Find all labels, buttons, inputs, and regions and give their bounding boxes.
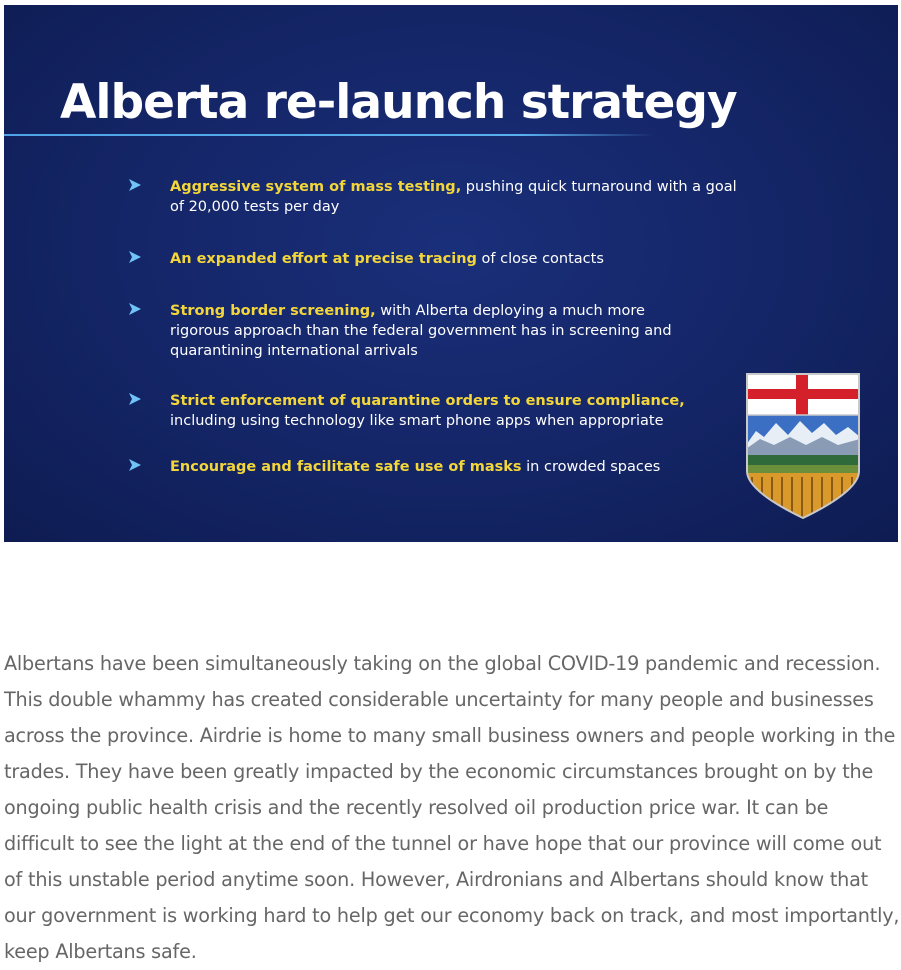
title-underline (4, 134, 654, 136)
bullet-body: including using technology like smart phone apps when appropriate (170, 413, 664, 429)
bullet-text (170, 177, 750, 217)
bullet-text (170, 249, 750, 269)
bullet-text (170, 391, 750, 431)
bullet-text (170, 301, 690, 361)
bullet-body: in crowded spaces (521, 459, 661, 475)
bullet-highlight: An expanded effort at precise tracing (170, 251, 477, 267)
arrow-bullet-icon (128, 392, 142, 406)
bullet-highlight: Strict enforcement of quarantine orders to ensure compliance, (170, 393, 685, 409)
arrow-bullet-icon (128, 302, 142, 316)
bullet-highlight: Strong border screening, (170, 303, 376, 319)
alberta-coat-of-arms-icon (746, 373, 860, 519)
arrow-bullet-icon (128, 178, 142, 192)
bullet-highlight: Aggressive system of mass testing, (170, 179, 462, 195)
bullet-text (170, 457, 750, 477)
bullet-highlight: Encourage and facilitate safe use of masks (170, 459, 522, 475)
bullet-body: with Alberta deploying a much more rigorous approach than the federal government has in screening and quarantining international arrivals (170, 303, 672, 359)
slide-title: Alberta re-launch strategy (60, 75, 737, 130)
arrow-bullet-icon (128, 458, 142, 472)
arrow-bullet-icon (128, 250, 142, 264)
bullet-body: of close contacts (476, 251, 604, 267)
strategy-slide-image (4, 5, 898, 542)
bullet-body: pushing quick turnaround with a goal of 20,000 tests per day (170, 179, 737, 215)
article-paragraph: Albertans have been simultaneously taking on the global COVID-19 pandemic and recession. This double whammy has created considerable uncertainty for many people and businesses across the province. Airdrie is home to many small business owners and people working in the trades. They have been greatly impacted by the economic circumstances brought on by the ongoing public health crisis and the recently resolved oil production price war. It can be difficult to see the light at the end of the tunnel or have hope that our province will come out of this unstable period anytime soon. However, Airdronians and Albertans should know that our government is working hard to help get our economy back on track, and most importantly, keep Albertans safe. (4, 652, 900, 963)
